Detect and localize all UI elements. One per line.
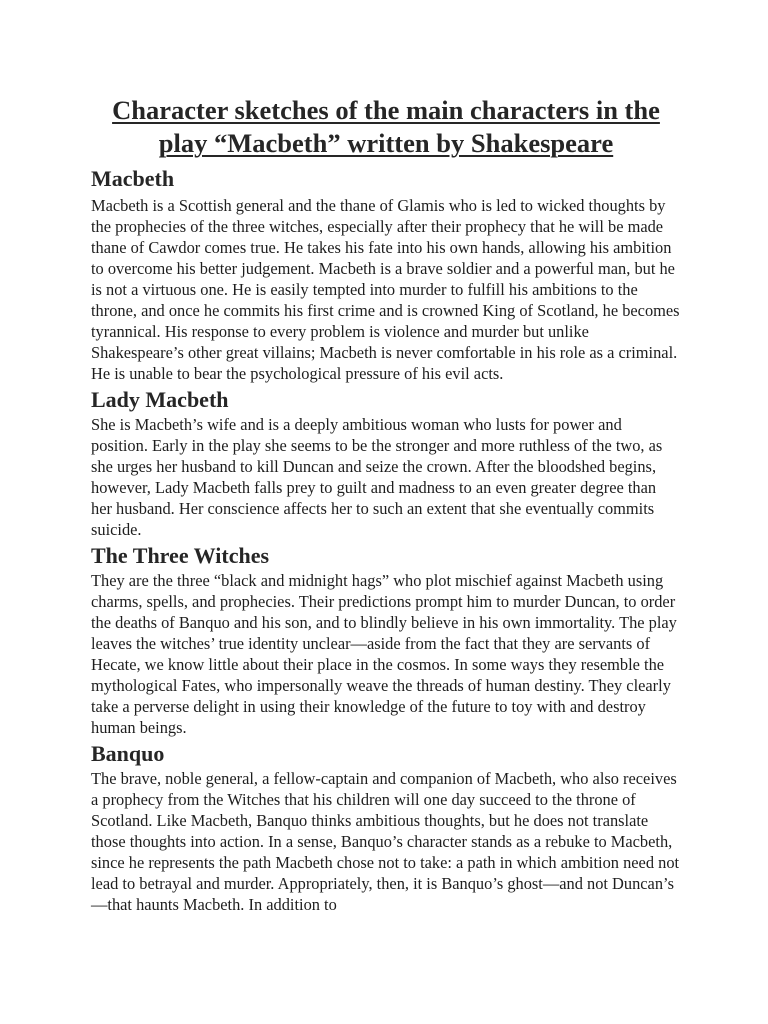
- section-lady-macbeth: [91, 386, 681, 540]
- section-heading-three-witches: The Three Witches: [91, 543, 270, 568]
- section-banquo: [91, 740, 681, 915]
- section-three-witches: [91, 542, 681, 738]
- document-title: Character sketches of the main characters in the play “Macbeth” written by Shakespeare: [112, 95, 660, 158]
- section-heading-lady-macbeth: Lady Macbeth: [91, 387, 229, 412]
- section-body-macbeth: Macbeth is a Scottish general and the thane of Glamis who is led to wicked thoughts by the prophecies of the three witches, especially after their prophecy that he will be made thane of Cawdor comes true. He takes his fate into his own hands, allowing his ambition to overcome his better judgement. Macbeth is a brave soldier and a powerful man, but he is not a virtuous one. He is easily tempted into murder to fulfill his ambitions to the throne, and once he commits his first crime and is crowned King of Scotland, he becomes tyrannical. His response to every problem is violence and murder but unlike Shakespeare’s other great villains; Macbeth is never comfortable in his role as a criminal. He is unable to bear the psychological pressure of his evil acts.: [91, 196, 680, 383]
- section-body-lady-macbeth: She is Macbeth’s wife and is a deeply ambitious woman who lusts for power and position. Early in the play she seems to be the stronger and more ruthless of the two, as she urges her husband to kill Duncan and seize the crown. After the bloodshed begins, however, Lady Macbeth falls prey to guilt and madness to an even greater degree than her husband. Her conscience affects her to such an extent that she eventually commits suicide.: [91, 415, 663, 539]
- section-heading-macbeth: Macbeth: [91, 166, 175, 191]
- section-body-banquo: The brave, noble general, a fellow-captain and companion of Macbeth, who also receives a prophecy from the Witches that his children will one day succeed to the throne of Scotland. Like Macbeth, Banquo thinks ambitious thoughts, but he does not translate those thoughts into action. In a sense, Banquo’s character stands as a rebuke to Macbeth, since he represents the path Macbeth chose not to take: a path in which ambition need not lead to betrayal and murder. Appropriately, then, it is Banquo’s ghost—and not Duncan’s—that haunts Macbeth. In addition to: [91, 769, 680, 914]
- section-body-three-witches: They are the three “black and midnight hags” who plot mischief against Macbeth using charms, spells, and prophecies. Their predictions prompt him to murder Duncan, to order the deaths of Banquo and his son, and to blindly believe in his own immortality. The play leaves the witches’ true identity unclear—aside from the fact that they are servants of Hecate, we know little about their place in the cosmos. In some ways they resemble the mythological Fates, who impersonally weave the threads of human destiny. They clearly take a perverse delight in using their knowledge of the future to toy with and destroy human beings.: [91, 571, 677, 737]
- section-heading-banquo: Banquo: [91, 741, 165, 766]
- section-macbeth: [91, 165, 681, 384]
- document-page: [91, 94, 681, 917]
